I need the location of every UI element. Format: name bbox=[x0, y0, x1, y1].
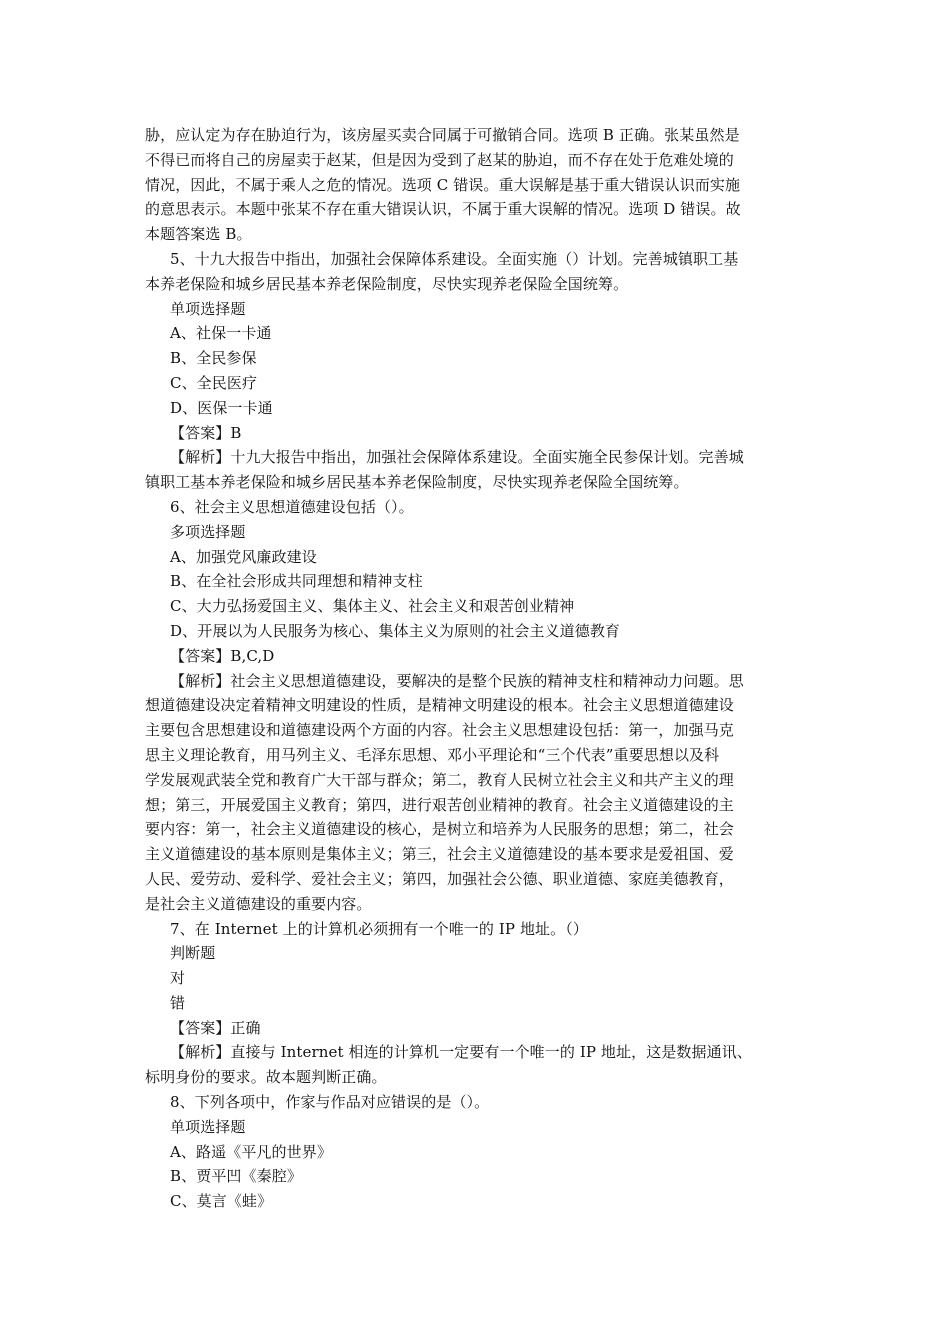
analysis: 学发展观武装全党和教育广大干部与群众；第二，教育人民树立社会主义和共产主义的理 bbox=[145, 770, 734, 789]
question-7 bbox=[145, 917, 809, 1091]
analysis: 镇职工基本养老保险和城乡居民基本养老保险制度，尽快实现养老保险全国统筹。 bbox=[145, 473, 689, 492]
analysis: 想；第三，开展爱国主义教育；第四，进行艰苦创业精神的教育。社会主义道德建设的主 bbox=[145, 795, 734, 814]
option-true: 对 bbox=[170, 969, 186, 988]
text-line: 的意思表示。本题中张某不存在重大错误认识，不属于重大误解的情况。选项 D 错误。故 bbox=[145, 200, 741, 219]
option-d: D、医保一卡通 bbox=[170, 398, 273, 417]
question-type: 判断题 bbox=[170, 944, 216, 963]
analysis: 要内容：第一，社会主义道德建设的核心，是树立和培养为人民服务的思想；第二，社会 bbox=[145, 820, 734, 839]
text-line: 情况，因此，不属于乘人之危的情况。选项 C 错误。重大误解是基于重大错误认识而实施 bbox=[145, 175, 741, 194]
text-line: 本题答案选 B。 bbox=[145, 225, 252, 244]
question-stem: 6、社会主义思想道德建设包括（）。 bbox=[170, 497, 414, 516]
analysis: 标明身份的要求。故本题判断正确。 bbox=[145, 1068, 387, 1087]
analysis: 想道德建设决定着精神文明建设的性质，是精神文明建设的根本。社会主义思想道德建设 bbox=[145, 696, 734, 715]
answer: 【答案】B bbox=[170, 423, 242, 442]
analysis: 主要包含思想建设和道德建设两个方面的内容。社会主义思想建设包括：第一，加强马克 bbox=[145, 721, 734, 740]
document-page bbox=[145, 123, 809, 1214]
question-stem: 8、下列各项中，作家与作品对应错误的是（）。 bbox=[170, 1093, 490, 1112]
analysis: 人民、爱劳动、爱科学、爱社会主义；第四，加强社会公德、职业道德、家庭美德教育， bbox=[145, 869, 734, 888]
option-a: A、加强党风廉政建设 bbox=[170, 547, 317, 566]
option-d: D、开展以为人民服务为核心、集体主义为原则的社会主义道德教育 bbox=[170, 621, 621, 640]
question-6 bbox=[145, 495, 809, 917]
analysis: 【解析】直接与 Internet 相连的计算机一定要有一个唯一的 IP 地址，这是数据通讯、 bbox=[170, 1043, 752, 1062]
analysis: 是社会主义道德建设的重要内容。 bbox=[145, 894, 372, 913]
question-type: 多项选择题 bbox=[170, 522, 246, 541]
option-b: B、全民参保 bbox=[170, 349, 257, 368]
text-line: 胁，应认定为存在胁迫行为，该房屋买卖合同属于可撤销合同。选项 B 正确。张某虽然是 bbox=[145, 126, 740, 144]
analysis: 思主义理论教育，用马列主义、毛泽东思想、邓小平理论和“三个代表”重要思想以及科 bbox=[145, 745, 720, 764]
analysis: 【解析】社会主义思想道德建设，要解决的是整个民族的精神支柱和精神动力问题。思 bbox=[170, 671, 744, 690]
option-c: C、大力弘扬爱国主义、集体主义、社会主义和艰苦创业精神 bbox=[170, 597, 575, 616]
option-c: C、莫言《蛙》 bbox=[170, 1192, 273, 1211]
analysis: 主义道德建设的基本原则是集体主义；第三，社会主义道德建设的基本要求是爱祖国、爱 bbox=[145, 845, 734, 864]
answer: 【答案】正确 bbox=[170, 1018, 261, 1037]
text-line: 不得已而将自己的房屋卖于赵某，但是因为受到了赵某的胁迫，而不存在处于危难处境的 bbox=[145, 150, 734, 169]
option-false: 错 bbox=[170, 993, 186, 1012]
answer: 【答案】B,C,D bbox=[170, 646, 275, 665]
analysis: 【解析】十九大报告中指出，加强社会保障体系建设。全面实施全民参保计划。完善城 bbox=[170, 448, 744, 467]
option-a: A、社保一卡通 bbox=[170, 324, 272, 343]
question-stem: 7、在 Internet 上的计算机必须拥有一个唯一的 IP 地址。（） bbox=[170, 919, 588, 938]
question-type: 单项选择题 bbox=[170, 299, 246, 318]
question-stem: 5、十九大报告中指出，加强社会保障体系建设。全面实施（）计划。完善城镇职工基 bbox=[170, 249, 739, 268]
option-a: A、路遥《平凡的世界》 bbox=[170, 1142, 332, 1161]
option-c: C、全民医疗 bbox=[170, 373, 258, 392]
question-stem: 本养老保险和城乡居民基本养老保险制度，尽快实现养老保险全国统筹。 bbox=[145, 274, 629, 293]
option-b: B、在全社会形成共同理想和精神支柱 bbox=[170, 572, 423, 591]
option-b: B、贾平凹《秦腔》 bbox=[170, 1167, 302, 1186]
q4-analysis-continued bbox=[145, 123, 809, 247]
question-type: 单项选择题 bbox=[170, 1117, 246, 1136]
question-5 bbox=[145, 247, 809, 495]
question-8 bbox=[145, 1090, 809, 1214]
